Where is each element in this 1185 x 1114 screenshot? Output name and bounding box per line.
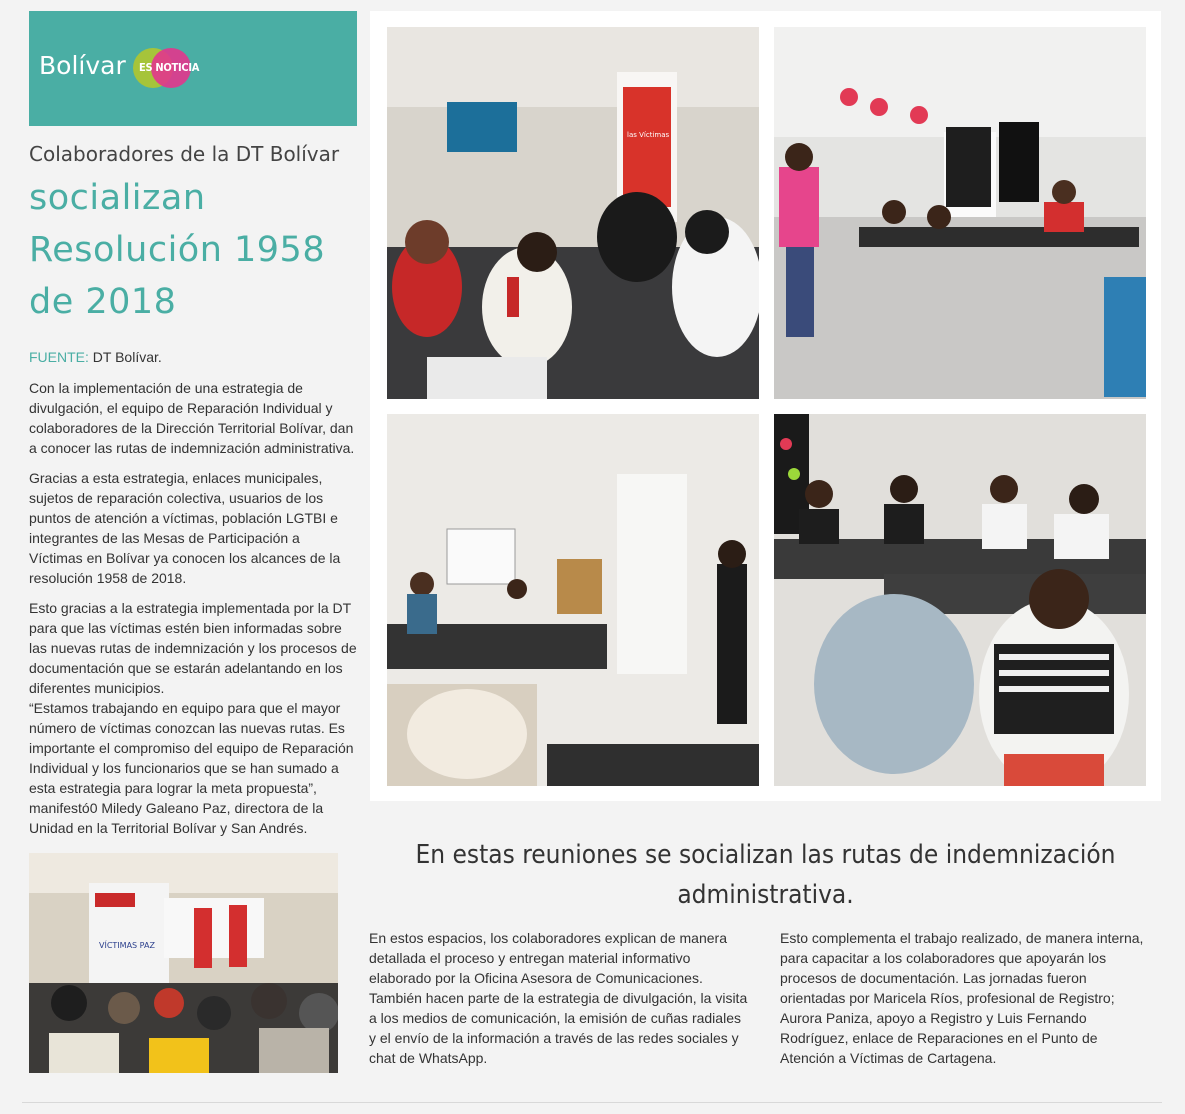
source-line [29,349,357,365]
section-title: En estas reuniones se socializan las rutas de indemnización administrativa. [415,840,1116,910]
meeting-photo-projection [387,27,759,399]
article-body [29,378,357,838]
body-paragraph: “Estamos trabajando en equipo para que el mayor número de víctimas conozcan las nuevas rutas. Es importante el compromiso del equipo de Reparación Individual y los funcionarios que se han sumado a esta estrategia para lograr la meta propuesta”, manifestó0 Miledy Galeano Paz, directora de la Unidad en la Territorial Bolívar y San Andrés. [29,700,354,836]
article-headline [29,172,357,328]
body-paragraph: Con la implementación de una estrategia de divulgación, el equipo de Reparación Individual y colaboradores de la Dirección Territorial Bolívar, dan a conocer las rutas de indemnización administrativa. [29,380,355,456]
meeting-photo-classroom [387,414,759,786]
source-label: FUENTE: [29,349,89,365]
banner-title: Bolívar [39,51,126,80]
section-banner [29,11,357,126]
meeting-photo-presenter-pink [774,27,1146,399]
article-column [29,11,357,838]
headline-line: socializan [29,178,206,218]
headline-line: de 2018 [29,282,177,322]
body-paragraph: Esto gracias a la estrategia implementada por la DT para que las víctimas estén bien informadas sobre las nuevas rutas de indemnización y los procesos de documentación que se estarán adelantando en los diferentes municipios. [29,600,357,696]
meeting-photo-auditorium [29,853,338,1073]
source-value: DT Bolívar. [92,349,162,365]
bottom-divider [22,1102,1162,1103]
photo-grid [370,11,1161,801]
svg-text:VÍCTIMAS PAZ: VÍCTIMAS PAZ [99,941,155,950]
section-column-left: En estos espacios, los colaboradores explican de manera detallada el proceso y entregan material informativo elaborado por la Oficina Asesora de Comunicaciones. También hacen parte de la estrategia de divulgación, la visita a los medios de comunicación, la emisión de cuñas radiales y el envío de la información a través de las redes sociales y chat de WhatsApp. [369,930,748,1066]
svg-text:las Víctimas: las Víctimas [627,131,670,139]
body-paragraph: Gracias a esta estrategia, enlaces municipales, sujetos de reparación colectiva, usuarios de los puntos de atención a víctimas, población LGTBI e integrantes de las Mesas de Participación a Víctimas en Bolívar ya conocen los alcances de la resolución 1958 de 2018. [29,470,341,586]
es-noticia-logo-icon: ES NOTICIA [133,48,213,88]
headline-line: Resolución 1958 [29,230,326,270]
section-column-right: Esto complementa el trabajo realizado, de manera interna, para capacitar a los colaboradores que apoyarán los procesos de documentación. Las jornadas fueron orientadas por Maricela Ríos, profesional de Registro; Aurora Paniza, apoyo a Registro y Luis Fernando Rodríguez, enlace de Reparaciones en el Punto de Atención a Víctimas de Cartagena. [780,930,1144,1066]
meeting-photo-table [774,414,1146,786]
article-subhead: Colaboradores de la DT Bolívar [29,142,340,166]
